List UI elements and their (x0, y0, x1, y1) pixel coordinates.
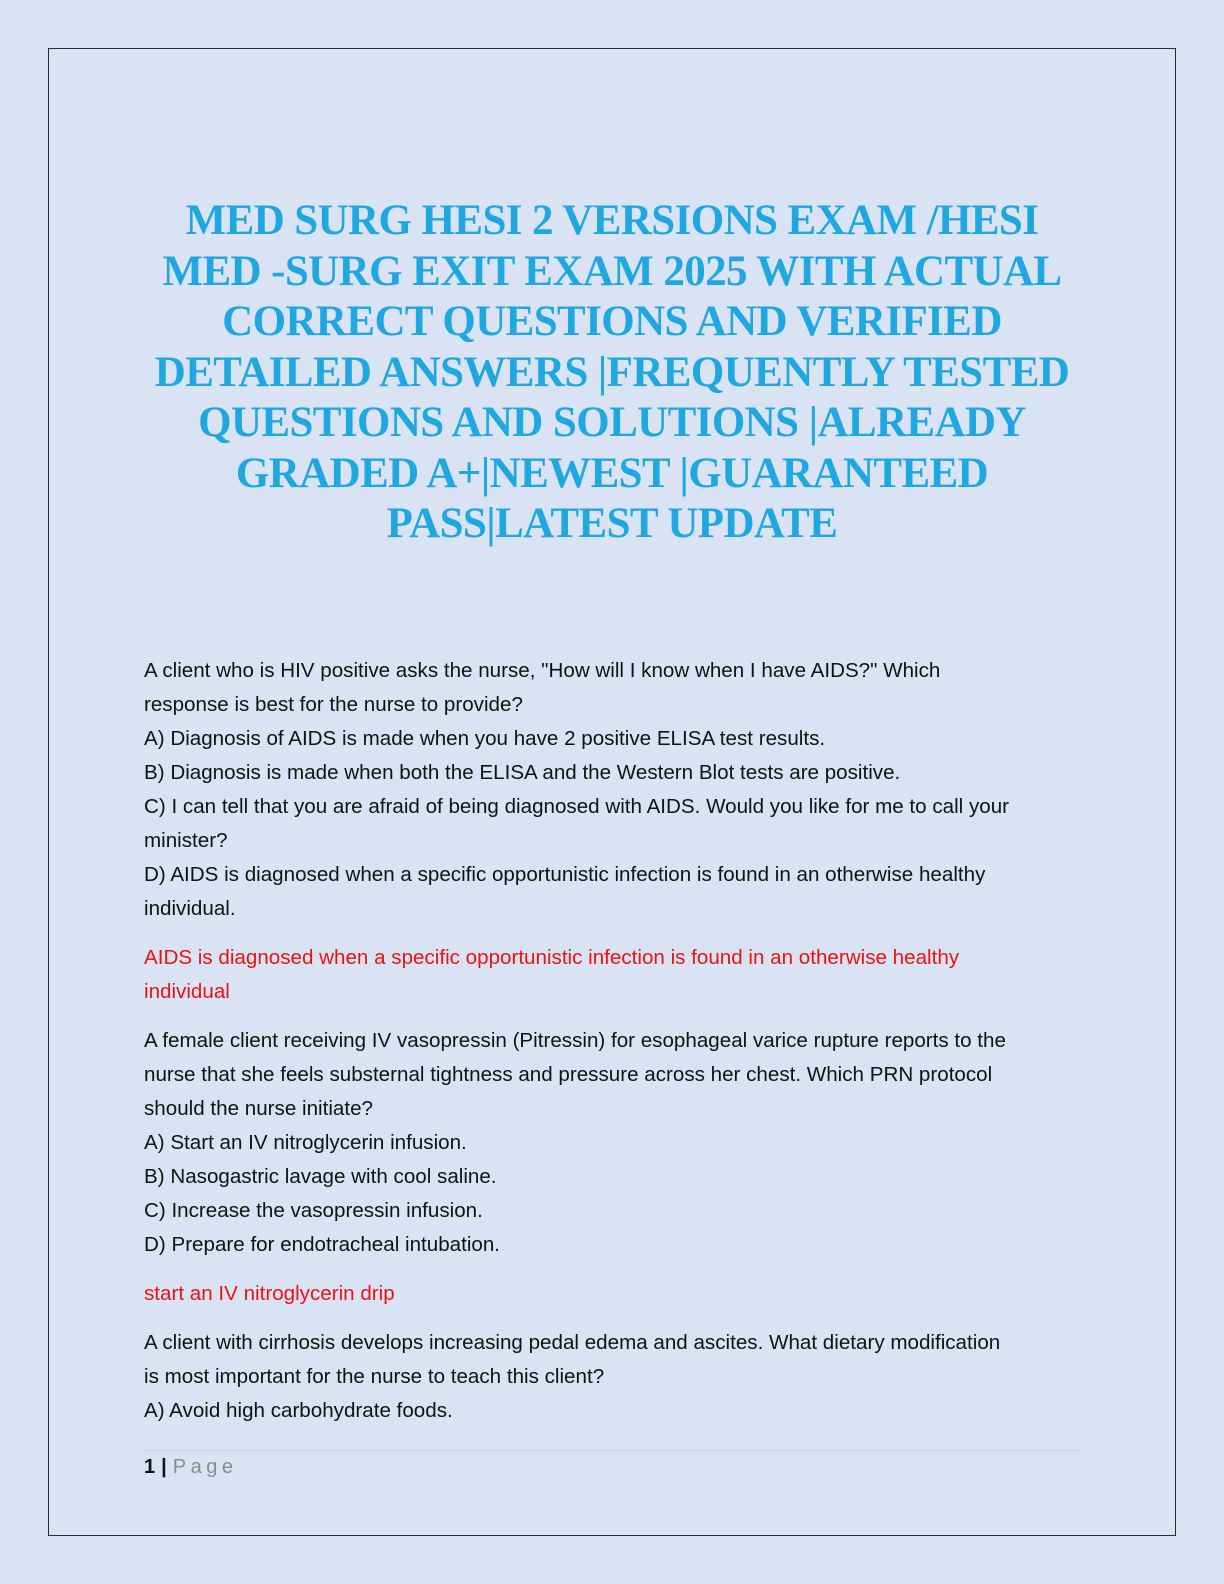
question-stem: A client who is HIV positive asks the nurse, "How will I know when I have AIDS?" Which (144, 659, 941, 682)
paragraph-gap (144, 1311, 1084, 1326)
paragraph-gap (144, 926, 1084, 941)
question-list (144, 654, 1084, 1428)
answer-option: minister? (144, 829, 228, 852)
answer-option: D) Prepare for endotracheal intubation. (144, 1233, 501, 1256)
answer-option: A) Avoid high carbohydrate foods. (144, 1399, 453, 1422)
question-stem: response is best for the nurse to provide? (144, 693, 523, 716)
paragraph-gap (144, 1009, 1084, 1024)
page-footer (144, 1456, 237, 1479)
page-number: 1 (144, 1456, 156, 1478)
title-line: MED -SURG EXIT EXAM 2025 WITH ACTUAL (162, 247, 1062, 295)
answer-option: B) Diagnosis is made when both the ELISA and the Western Blot tests are positive. (144, 761, 901, 784)
footer-divider (144, 1450, 1082, 1451)
title-line: QUESTIONS AND SOLUTIONS |ALREADY (198, 399, 1026, 446)
question-block (144, 654, 1084, 1024)
answer-option: individual. (144, 897, 236, 920)
answer-option: A) Diagnosis of AIDS is made when you have 2 positive ELISA test results. (144, 727, 826, 750)
answer-option: C) I can tell that you are afraid of being diagnosed with AIDS. Would you like for me to call your (144, 795, 1010, 818)
paragraph-gap (144, 1262, 1084, 1277)
correct-answer: individual (144, 980, 230, 1003)
title-line: DETAILED ANSWERS |FREQUENTLY TESTED (154, 348, 1070, 396)
answer-option: D) AIDS is diagnosed when a specific opportunistic infection is found in an otherwise healthy (144, 863, 986, 886)
correct-answer: AIDS is diagnosed when a specific opportunistic infection is found in an otherwise healthy (144, 946, 960, 969)
question-stem: nurse that she feels substernal tightness and pressure across her chest. Which PRN protocol (144, 1063, 993, 1086)
document-title (120, 196, 1104, 550)
page-label: Page (172, 1456, 238, 1478)
title-line: GRADED A+|NEWEST |GUARANTEED (235, 449, 989, 497)
answer-option: C) Increase the vasopressin infusion. (144, 1199, 483, 1222)
title-line: PASS|LATEST UPDATE (386, 500, 838, 547)
title-line: MED SURG HESI 2 VERSIONS EXAM /HESI (185, 197, 1039, 244)
title-line: CORRECT QUESTIONS AND VERIFIED (222, 298, 1002, 345)
question-stem: is most important for the nurse to teach this client? (144, 1365, 605, 1388)
question-stem: should the nurse initiate? (144, 1097, 373, 1120)
question-stem: A female client receiving IV vasopressin (Pitressin) for esophageal varice rupture reports to the (144, 1029, 1006, 1052)
answer-option: B) Nasogastric lavage with cool saline. (144, 1165, 497, 1188)
footer-separator: | (161, 1456, 167, 1478)
correct-answer: start an IV nitroglycerin drip (144, 1282, 395, 1305)
question-stem: A client with cirrhosis develops increasing pedal edema and ascites. What dietary modification (144, 1331, 1001, 1354)
answer-option: A) Start an IV nitroglycerin infusion. (144, 1131, 467, 1154)
question-block (144, 1326, 1084, 1428)
question-block (144, 1024, 1084, 1326)
